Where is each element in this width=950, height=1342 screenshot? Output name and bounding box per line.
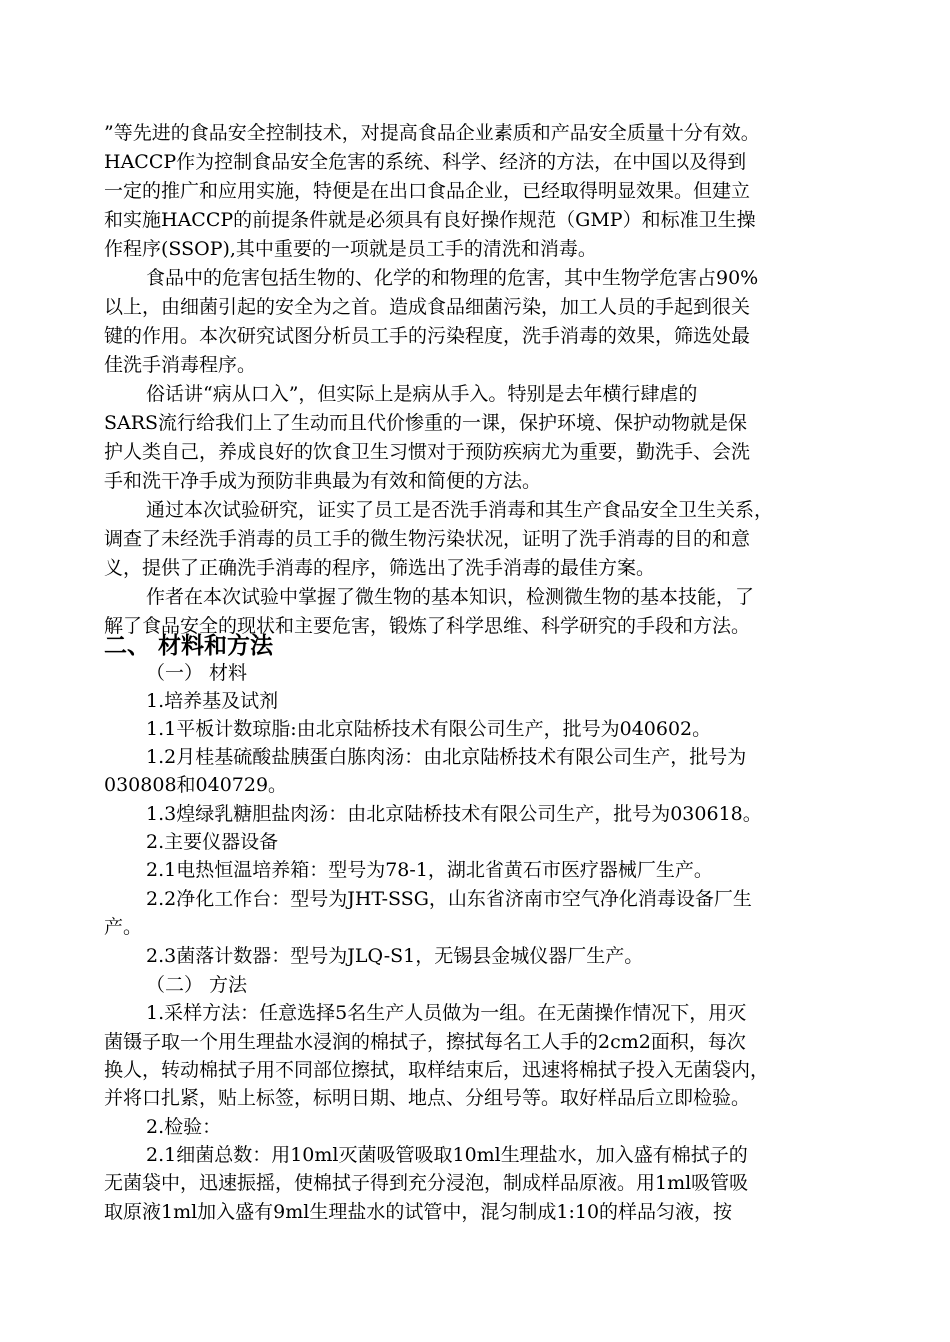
- text-line: [0, 234, 950, 264]
- paragraph-text: 护人类自己，养成良好的饮食卫生习惯对于预防疾病尤为重要，勤洗手、会洗: [104, 441, 751, 463]
- paragraph-text: ”等先进的食品安全控制技术，对提高食品企业素质和产品安全质量十分有效。: [104, 122, 760, 144]
- paragraph-text: 解了食品安全的现状和主要危害，锻炼了科学思维、科学研究的手段和方法。: [104, 615, 751, 637]
- paragraph-text: 2.1细菌总数：用10ml灭菌吸管吸取10ml生理盐水，加入盛有棉拭子的: [146, 1144, 748, 1166]
- text-line: [0, 742, 950, 772]
- paragraph-text: 1.采样方法：任意选择5名生产人员做为一组。在无菌操作情况下，用灭: [146, 1002, 747, 1024]
- text-line: [0, 714, 950, 744]
- paragraph-text: 手和洗干净手成为预防非典最为有效和简便的方法。: [104, 470, 542, 492]
- paragraph-text: 俗话讲“病从口入”，但实际上是病从手入。特别是去年横行肆虐的: [146, 383, 698, 405]
- text-line: [0, 321, 950, 351]
- list-item: 1.培养基及试剂: [146, 690, 279, 712]
- paragraph-text: 作程序(SSOP),其中重要的一项就是员工手的清洗和消毒。: [104, 238, 597, 260]
- list-item: 2.2净化工作台：型号为JHT-SSG，山东省济南市空气净化消毒设备厂生: [146, 888, 752, 910]
- list-item: 1.2月桂基硫酸盐胰蛋白胨肉汤：由北京陆桥技术有限公司生产，批号为: [146, 746, 747, 768]
- paragraph-text: SARS流行给我们上了生动而且代价惨重的一课，保护环境、保护动物就是保: [104, 412, 748, 434]
- list-item: 2.3菌落计数器：型号为JLQ-S1，无锡县金城仪器厂生产。: [146, 945, 644, 967]
- paragraph-text: 调查了未经洗手消毒的员工手的微生物污染状况，证明了洗手消毒的目的和意: [104, 528, 751, 550]
- paragraph-text: HACCP作为控制食品安全危害的系统、科学、经济的方法，在中国以及得到: [104, 151, 747, 173]
- text-line: [0, 408, 950, 438]
- list-item: 2.检验：: [146, 1116, 222, 1138]
- text-line: [0, 582, 950, 612]
- text-line: [0, 827, 950, 857]
- text-line: [0, 1083, 950, 1113]
- text-line: [0, 1112, 950, 1142]
- text-line: [0, 658, 950, 688]
- text-line: [0, 970, 950, 1000]
- section-title: 二、 材料和方法: [104, 633, 274, 659]
- list-item: 2.1电热恒温培养箱：型号为78-1，湖北省黄石市医疗器械厂生产。: [146, 859, 713, 881]
- text-line: [0, 686, 950, 716]
- text-line: [0, 118, 950, 148]
- text-line: [0, 263, 950, 293]
- paragraph-text: 以上，由细菌引起的安全为之首。造成食品细菌污染，加工人员的手起到很关: [104, 296, 751, 318]
- paragraph-text: 换人，转动棉拭子用不同部位擦拭，取样结束后，迅速将棉拭子投入无菌袋内，: [104, 1059, 770, 1081]
- text-line: [0, 495, 950, 525]
- list-item: 1.3煌绿乳糖胆盐肉汤：由北京陆桥技术有限公司生产，批号为030618。: [146, 803, 762, 825]
- text-line: [0, 147, 950, 177]
- text-line: [0, 350, 950, 380]
- text-line: [0, 1027, 950, 1057]
- paragraph-text: 通过本次试验研究，证实了员工是否洗手消毒和其生产食品安全卫生关系，: [146, 499, 774, 521]
- text-line: [0, 1140, 950, 1170]
- paragraph-text: 一定的推广和应用实施，特便是在出口食品企业，已经取得明显效果。但建立: [104, 180, 751, 202]
- text-line: [0, 941, 950, 971]
- text-line: [0, 437, 950, 467]
- text-line: [0, 1197, 950, 1227]
- text-line: [0, 205, 950, 235]
- text-line: [0, 855, 950, 885]
- text-line: [0, 1055, 950, 1085]
- text-line: [0, 553, 950, 583]
- paragraph-text: 键的作用。本次研究试图分析员工手的污染程度，洗手消毒的效果，筛选处最: [104, 325, 751, 347]
- paragraph-text: 菌镊子取一个用生理盐水浸润的棉拭子，擦拭每名工人手的2cm2面积，每次: [104, 1031, 746, 1053]
- text-line: [0, 1168, 950, 1198]
- text-line: [0, 379, 950, 409]
- list-item: 产。: [104, 916, 143, 938]
- text-line: [0, 524, 950, 554]
- paragraph-text: 义，提供了正确洗手消毒的程序，筛选出了洗手消毒的最佳方案。: [104, 557, 656, 579]
- paragraph-text: 作者在本次试验中掌握了微生物的基本知识，检测微生物的基本技能，了: [146, 586, 755, 608]
- paragraph-text: 并将口扎紧，贴上标签，标明日期、地点、分组号等。取好样品后立即检验。: [104, 1087, 751, 1109]
- text-line: [0, 884, 950, 914]
- paragraph-text: 和实施HACCP的前提条件就是必须具有良好操作规范（GMP）和标准卫生操: [104, 209, 756, 231]
- text-line: [0, 912, 950, 942]
- paragraph-text: 佳洗手消毒程序。: [104, 354, 257, 376]
- list-item: 030808和040729。: [104, 774, 288, 796]
- paragraph-text: 食品中的危害包括生物的、化学的和物理的危害，其中生物学危害占90%: [146, 267, 759, 289]
- paragraph-text: 无菌袋中，迅速振摇，使棉拭子得到充分浸泡，制成样品原液。用1ml吸管吸: [104, 1172, 749, 1194]
- list-item: 1.1平板计数琼脂:由北京陆桥技术有限公司生产，批号为040602。: [146, 718, 712, 740]
- list-item: 2.主要仪器设备: [146, 831, 279, 853]
- subsection-title: （一） 材料: [146, 662, 248, 684]
- text-line: [0, 176, 950, 206]
- paragraph-text: 取原液1ml加入盛有9ml生理盐水的试管中，混匀制成1:10的样品匀液，按: [104, 1201, 733, 1223]
- text-line: [0, 292, 950, 322]
- text-line: [0, 799, 950, 829]
- text-line: [0, 466, 950, 496]
- text-line: [0, 770, 950, 800]
- subsection-title: （二） 方法: [146, 974, 248, 996]
- text-line: [0, 998, 950, 1028]
